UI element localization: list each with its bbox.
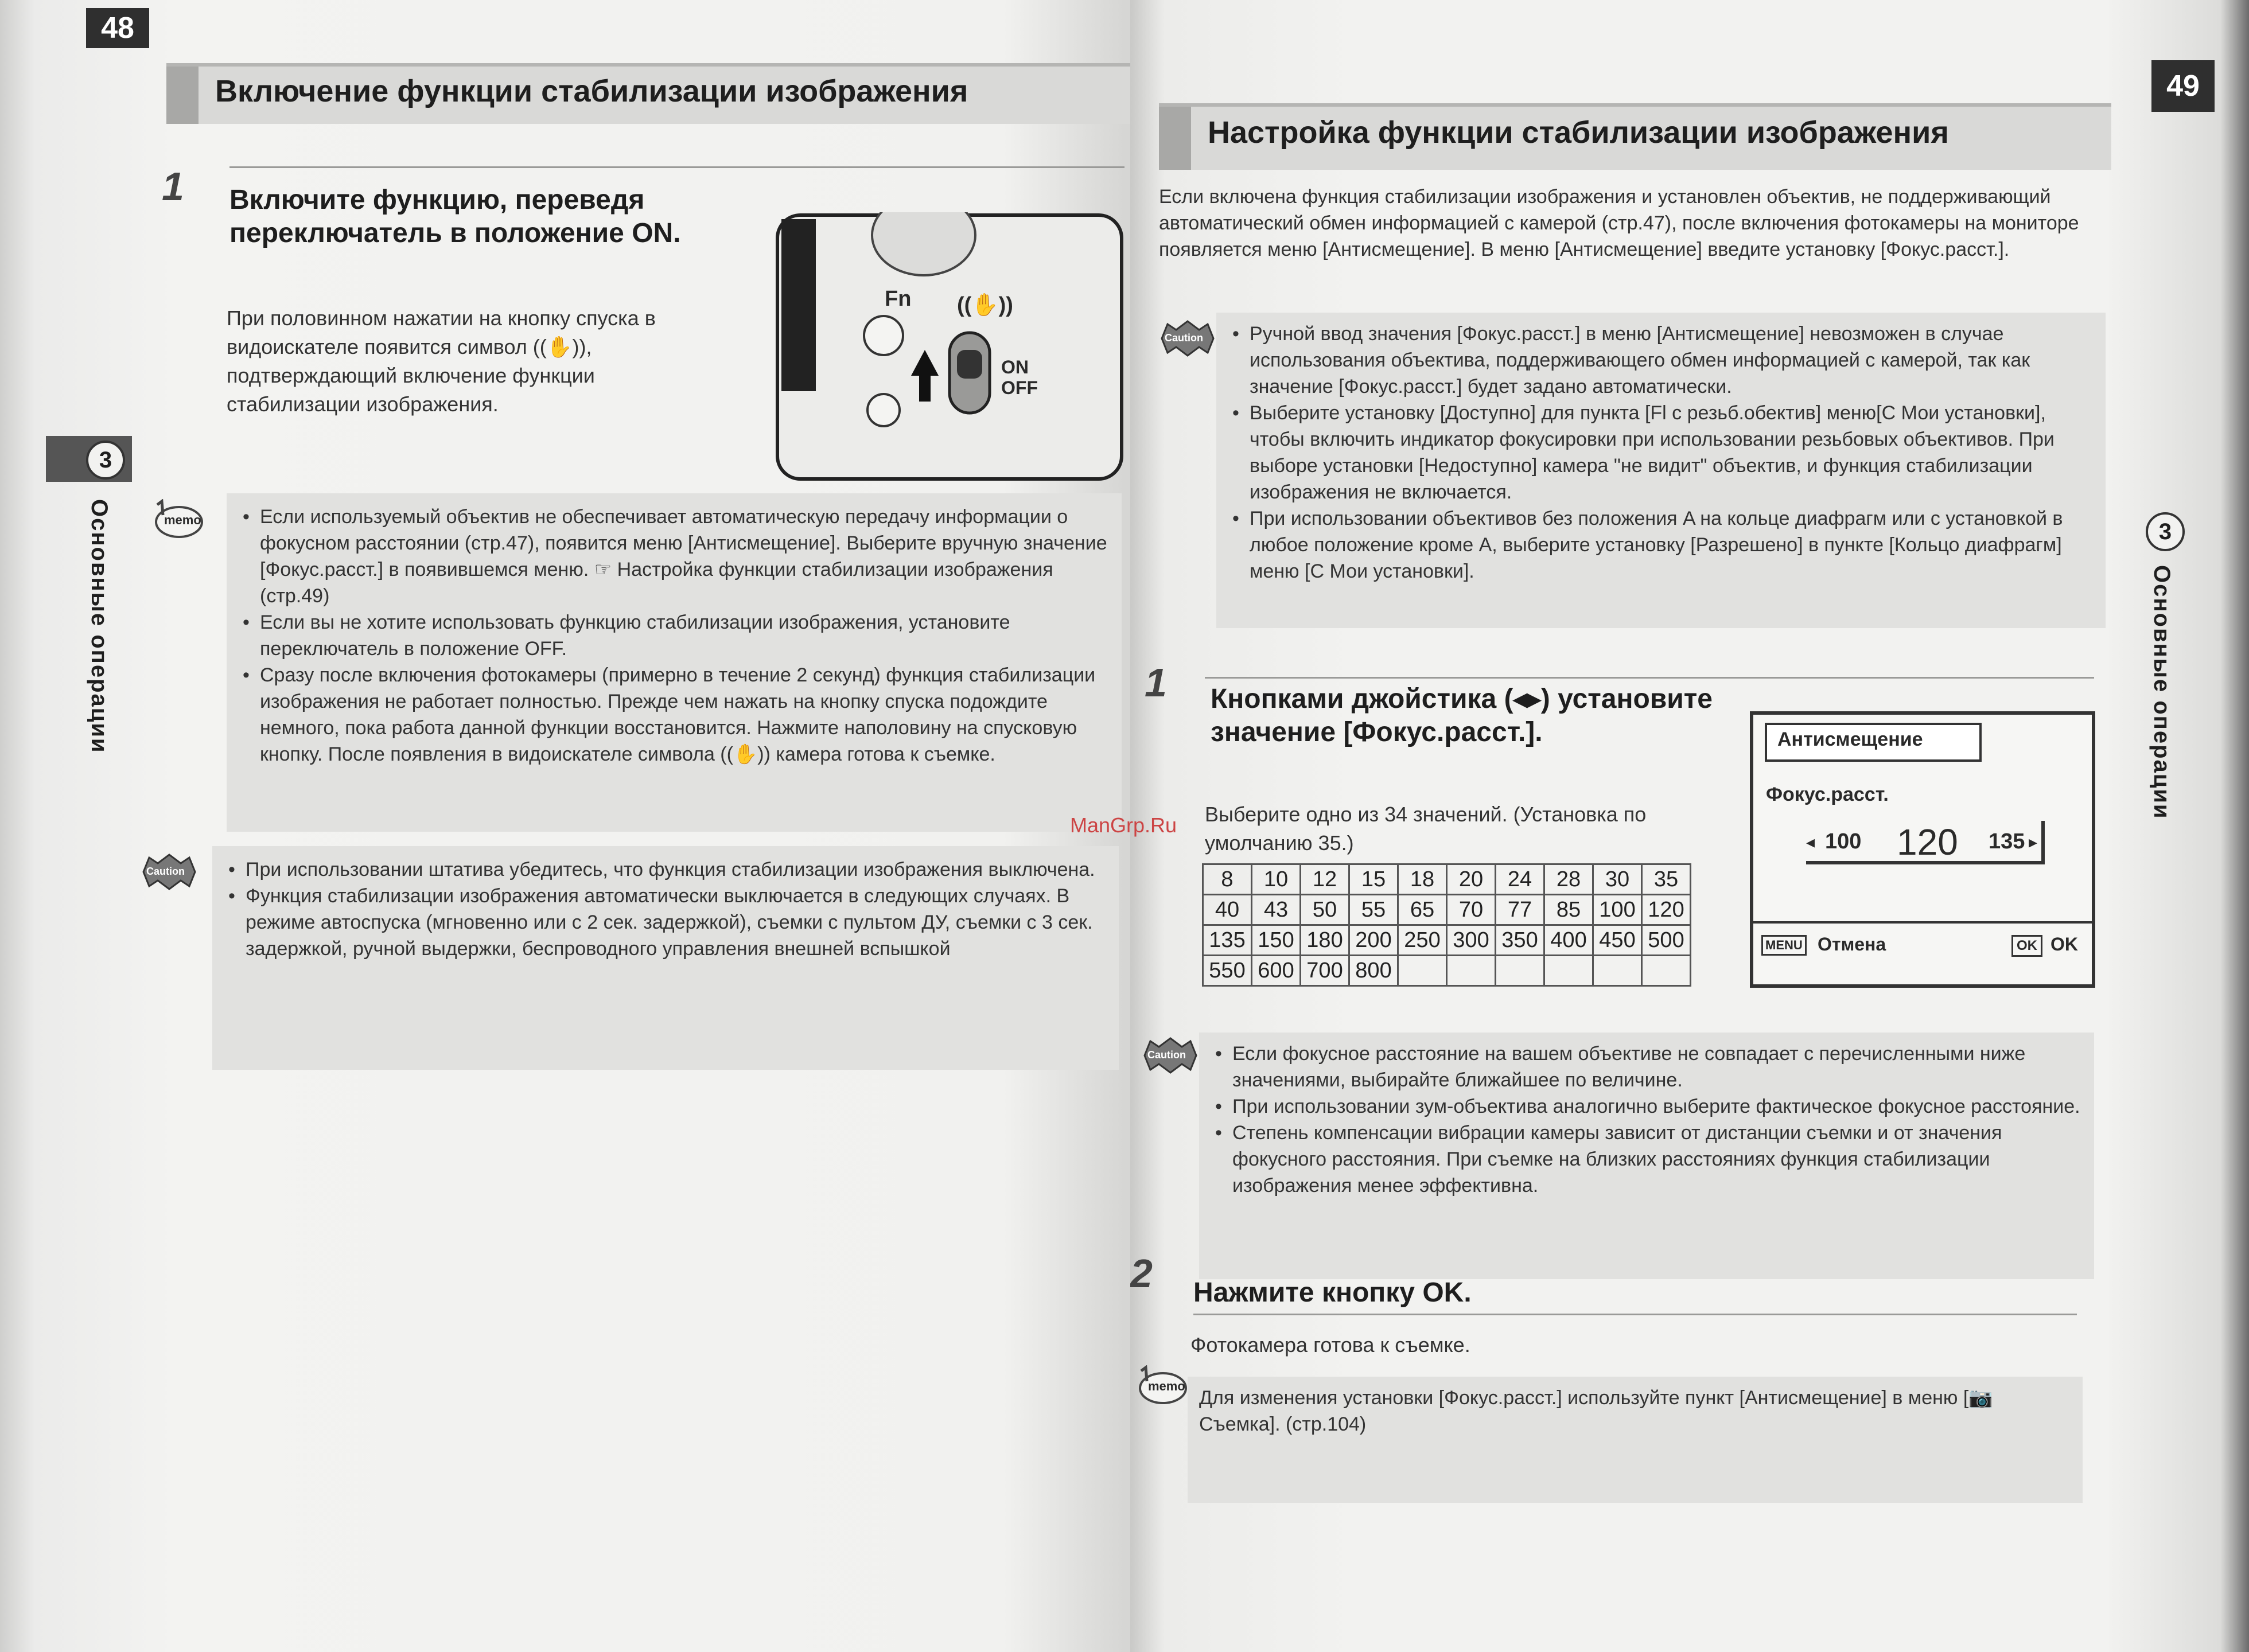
right-arrow-icon: ▸ [2029, 833, 2038, 852]
table-cell: 120 [1642, 895, 1691, 925]
memo-notes [227, 493, 1122, 832]
table-cell: 15 [1349, 864, 1398, 895]
field-label: Фокус.расст. [1766, 784, 1889, 805]
page-title: Настройка функции стабилизации изображения [1208, 115, 1949, 150]
page-number: 48 [86, 8, 149, 48]
table-cell [1496, 956, 1544, 986]
step-text: При половинном нажатии на кнопку спуска в видоискателе появится символ ((✋)), подтверждающий включение функции стабилизации изображения. [227, 306, 656, 416]
table-row [1203, 864, 1691, 895]
page-number: 49 [2151, 60, 2215, 112]
memo-badge [149, 499, 207, 539]
divider [229, 166, 1124, 168]
table-cell: 250 [1398, 925, 1447, 956]
camera-switch-figure [775, 212, 1130, 482]
right-page [1130, 0, 2249, 1652]
cancel-label: Отмена [1818, 934, 1886, 954]
lcd-screen [1750, 711, 2095, 988]
step-number: 1 [162, 164, 184, 209]
table-cell: 20 [1447, 864, 1496, 895]
table-cell [1593, 956, 1642, 986]
table-cell: 135 [1203, 925, 1252, 956]
table-cell: 12 [1301, 864, 1349, 895]
table-cell [1544, 956, 1593, 986]
step-text: Фотокамера готова к съемке. [1190, 1333, 1470, 1357]
table-cell: 10 [1252, 864, 1301, 895]
menu-title: Антисмещение [1777, 728, 1923, 750]
intro-text: Если включена функция стабилизации изображения и установлен объектив, не поддерживающий автоматический обмен информацией с камерой (стр.47), после включения фотокамеры на мониторе появляется меню [Антисмещение]. В меню [Антисмещение] введите установку [Фокус.расст.]. [1159, 186, 2079, 260]
caution-note-item: • При использовании зум-объектива аналогично выберите фактическое фокусное расстояние. [1211, 1093, 2083, 1120]
memo-badge-label: memo [1148, 1379, 1185, 1393]
caution-note-item: • При использовании объективов без положения A на кольце диафрагм или с установкой в любое положение кроме A, выберите установку [Разрешено] в пункте [Кольцо диафрагм] меню [C Мои установки]. [1228, 505, 2094, 585]
caution-badge-label: Caution [1165, 332, 1203, 344]
table-cell: 70 [1447, 895, 1496, 925]
table-cell: 500 [1642, 925, 1691, 956]
divider [1193, 1314, 2077, 1315]
chapter-label: Основные операции [2149, 565, 2174, 820]
prev-value: 100 [1825, 829, 1862, 854]
title-accent [1159, 107, 1191, 170]
step-text: Выберите одно из 34 значений. (Установка по умолчанию 35.) [1205, 802, 1647, 855]
table-cell: 600 [1252, 956, 1301, 986]
current-value: 120 [1897, 821, 1958, 863]
caution-note-item: • Выберите установку [Доступно] для пункта [Fl с резьб.обектив] меню[C Мои установки], чтобы включить индикатор фокусировки при использовании резьбовых объективов. При выборе установки [Недоступно] камера "не видит" объектив, и функция стабилизации изображения не включается. [1228, 400, 2094, 505]
memo-note-item: • Сразу после включения фотокамеры (примерно в течение 2 секунд) функция стабилизации изображения не работает полностью. Прежде чем нажать на кнопку спуска подождите немного, пока работа данной функции восстановится. Нажмите наполовину на спусковую кнопку. После появления в видоискателе символа ((✋)) камера готова к съемке. [238, 662, 1110, 767]
step-number: 1 [1145, 660, 1167, 705]
table-row [1203, 956, 1691, 986]
ok-label: OK [2050, 934, 2078, 954]
focal-length-table [1202, 863, 1691, 987]
chapter-number: 3 [86, 441, 125, 480]
table-cell: 65 [1398, 895, 1447, 925]
table-cell: 8 [1203, 864, 1252, 895]
step-number: 2 [1130, 1251, 1153, 1296]
caution-note-item: • При использовании штатива убедитесь, что функция стабилизации изображения выключена. [224, 856, 1107, 883]
table-cell: 30 [1593, 864, 1642, 895]
memo-note-item: • Если используемый объектив не обеспечивает автоматическую передачу информации о фокусном расстоянии (стр.47), появится меню [Антисмещение]. Выберите вручную значение [Фокус.расст.] в появившемся меню. ☞ Настройка функции стабилизации изображения (стр.49) [238, 504, 1110, 609]
caution-notes-top [1216, 313, 2106, 628]
page-title: Включение функции стабилизации изображения [215, 74, 968, 108]
table-cell: 400 [1544, 925, 1593, 956]
table-cell [1447, 956, 1496, 986]
memo-note-item: Для изменения установки [Фокус.расст.] используйте пункт [Антисмещение] в меню [📷 Съемка]. (стр.104) [1199, 1387, 1993, 1435]
chapter-label: Основные операции [87, 499, 112, 754]
caution-badge [1142, 1035, 1199, 1076]
table-cell: 18 [1398, 864, 1447, 895]
caution-badge-label: Caution [146, 866, 185, 877]
table-cell: 43 [1252, 895, 1301, 925]
step-title: Нажмите кнопку OK. [1193, 1277, 1472, 1308]
table-cell: 150 [1252, 925, 1301, 956]
caution-note-item: • Функция стабилизации изображения автоматически выключается в следующих случаях. В режиме автоспуска (мгновенно или с 2 сек. задержкой), съемки с пультом ДУ, съемки с 3 сек. задержкой, ручной выдержки, беспроводного управления внешней вспышкой [224, 883, 1107, 962]
table-cell: 77 [1496, 895, 1544, 925]
caution-notes [212, 846, 1119, 1070]
watermark: ManGrp.Ru [1070, 813, 1177, 837]
table-cell: 200 [1349, 925, 1398, 956]
title-accent [166, 67, 199, 124]
table-cell: 40 [1203, 895, 1252, 925]
caution-badge [1159, 318, 1216, 359]
table-cell: 180 [1301, 925, 1349, 956]
table-cell: 85 [1544, 895, 1593, 925]
step-title: Включите функцию, переведя переключатель в положение ON. [229, 185, 681, 248]
table-cell: 300 [1447, 925, 1496, 956]
table-cell [1398, 956, 1447, 986]
off-label: OFF [1001, 377, 1038, 398]
caution-badge-label: Caution [1147, 1049, 1186, 1061]
caution-note-item: • Ручной ввод значения [Фокус.расст.] в меню [Антисмещение] невозможен в случае использования объектива, поддерживающего обмен информацией с камерой, так как значение [Фокус.расст.] будет задано автоматически. [1228, 321, 2094, 400]
caution-badge [141, 852, 198, 892]
table-cell: 450 [1593, 925, 1642, 956]
table-cell: 24 [1496, 864, 1544, 895]
menu-key: MENU [1761, 935, 1807, 956]
next-value: 135 [1989, 829, 2025, 854]
memo-notes [1188, 1377, 2083, 1503]
ok-key: OK [2011, 935, 2042, 957]
caution-notes-mid [1199, 1032, 2094, 1279]
screen-divider [1753, 921, 2092, 924]
on-label: ON [1001, 357, 1029, 377]
table-cell [1642, 956, 1691, 986]
camera-illustration [775, 212, 1130, 482]
table-cell: 50 [1301, 895, 1349, 925]
caution-note-item: • Если фокусное расстояние на вашем объективе не совпадает с перечисленными ниже значениями, выбирайте ближайшее по величине. [1211, 1041, 2083, 1093]
table-cell: 350 [1496, 925, 1544, 956]
divider [1205, 677, 2094, 679]
memo-badge [1133, 1365, 1190, 1405]
fn-label: Fn [885, 287, 912, 311]
shake-reduction-icon: ((✋)) [957, 293, 1013, 317]
left-arrow-icon: ◂ [1806, 833, 1815, 852]
table-cell: 800 [1349, 956, 1398, 986]
memo-note-item: • Если вы не хотите использовать функцию стабилизации изображения, установите переключатель в положение OFF. [238, 609, 1110, 662]
table-row [1203, 895, 1691, 925]
table-cell: 55 [1349, 895, 1398, 925]
table-cell: 550 [1203, 956, 1252, 986]
table-cell: 28 [1544, 864, 1593, 895]
caution-note-item: • Степень компенсации вибрации камеры зависит от дистанции съемки и от значения фокусного расстояния. При съемке на близких расстояниях функция стабилизации изображения менее эффективна. [1211, 1120, 2083, 1199]
table-cell: 35 [1642, 864, 1691, 895]
memo-badge-label: memo [164, 513, 201, 527]
step-title: Кнопками джойстика (◂▸) установите значение [Фокус.расст.]. [1211, 684, 1713, 747]
table-cell: 700 [1301, 956, 1349, 986]
table-row [1203, 925, 1691, 956]
chapter-number: 3 [2146, 512, 2185, 551]
table-cell: 100 [1593, 895, 1642, 925]
